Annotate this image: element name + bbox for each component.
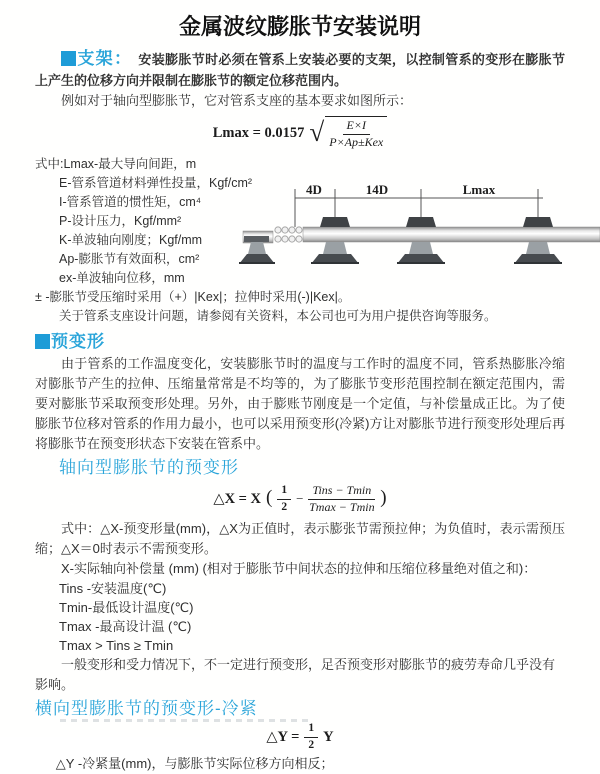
blue-square-icon	[61, 51, 76, 66]
dim-label-14d: 14D	[365, 182, 389, 197]
formula2-half-fraction	[277, 484, 291, 513]
axial-explain-paragraph: 式中：△X-预变形量(mm)，△X为正值时，表示膨张节需预拉伸；为负值时，表示需预压缩；△X＝0时表示不需预变形。	[35, 521, 565, 556]
page-title: 金属波纹膨胀节安装说明	[178, 14, 421, 39]
temp-item: Tmax > Tins ≥ Tmin	[59, 638, 174, 653]
variable-item: P-设计压力，Kgf/mm²	[59, 214, 182, 228]
axial-predeform-formula	[35, 482, 565, 516]
variable-item: K-单波轴向刚度；Kgf/mm	[59, 233, 203, 247]
plus-minus-note: ± -膨胀节受压缩时采用（+）|Kex|；拉伸时采用(-)|Kex|。	[35, 290, 351, 304]
formula1-numerator: E×I	[343, 119, 370, 135]
formula3-half-fraction	[304, 722, 318, 751]
variable-item: ex-单波轴向位移，mm	[59, 271, 185, 285]
formula2-denominator: Tmax − Tmin	[309, 499, 375, 514]
consult-note: 关于管系支座设计问题，请参阅有关资料，本公司也可为用户提供咨询等服务。	[59, 309, 497, 323]
formula1-lhs: Lmax = 0.0157	[212, 124, 305, 141]
lateral-subsection-heading: 横向型膨胀节的预变形-冷紧	[35, 699, 258, 718]
axial-x-note: X-实际轴向补偿量 (mm) (相对于膨胀节中间状态的拉伸和压缩位移量绝对值之和)：	[61, 561, 537, 576]
predeform-section-heading-line	[35, 331, 565, 354]
support-intro-text: 安装膨胀节时必须在管系上安装必要的支架，以控制管系的变形在膨胀节上产生的位移方向并限制在膨胀节的额定位移范围内。	[35, 52, 565, 88]
formula3-num: 1	[304, 722, 318, 737]
formula2-close-paren: )	[380, 487, 387, 508]
formula1-fraction	[329, 119, 383, 150]
formula3-rhs: Y	[323, 728, 334, 745]
formula2-minus: −	[296, 491, 304, 506]
cutoff-text-artifact	[60, 719, 310, 722]
pipe-support-spacing-diagram	[243, 181, 600, 279]
formula2-open-paren: (	[266, 487, 273, 508]
predeform-body-paragraph: 由于管系的工作温度变化，安装膨胀节时的温度与工作时的温度不同，管系热膨胀冷缩对膨胀节产生的拉伸、压缩量常常是不均等的，为了膨胀节变形范围控制在额定范围内，需要对膨胀节采取预变形处理。另外，由于膨账节刚度是一个定值，与补偿量成正比。为了使膨胀节位移对管系的作用力最小，也可以采用预变形(冷紧)方让对膨胀节进行预变形处理后再将膨胀节在预变形状态下安装在管系中。	[35, 356, 565, 451]
guide-spacing-formula	[35, 116, 565, 150]
temp-item: Tmin-最低设计温度(℃)	[59, 600, 194, 615]
predeform-section-heading: 预变形	[51, 332, 105, 351]
formula1-sqrt-content	[325, 116, 387, 150]
support-example-line: 例如对于轴向型膨胀节，它对管系支座的基本要求如图所示：	[61, 93, 413, 108]
bellows-icon	[275, 227, 302, 242]
variable-lead-line: 式中:Lmax-最大导向间距，m	[35, 157, 197, 171]
radical-sign: √	[309, 116, 325, 147]
formula3-den: 2	[308, 738, 315, 751]
variable-item: I-管系管道的惯性矩，cm⁴	[59, 195, 202, 209]
formula2-half-den: 2	[281, 500, 288, 513]
axial-subsection-heading: 轴向型膨胀节的预变形	[59, 458, 239, 477]
variable-definitions-list	[35, 155, 565, 326]
variable-item: Ap-膨胀节有效面积，cm²	[59, 252, 200, 266]
formula2-half-num: 1	[277, 484, 291, 499]
variable-item: E-管系管道材料弹性投量，Kgf/cm²	[59, 176, 253, 190]
blue-square-icon	[35, 334, 50, 349]
lateral-note: △Y -冷紧量(mm)，与膨胀节实际位移方向相反；	[55, 756, 334, 771]
dim-label-4d: 4D	[306, 182, 322, 197]
dim-label-lmax: Lmax	[462, 182, 496, 197]
formula1-denominator: P×Ap±Kex	[329, 135, 384, 149]
support-section-heading: 支架：	[77, 49, 133, 68]
lateral-coldpull-formula	[35, 722, 565, 752]
formula3-lhs: △Y =	[266, 729, 300, 745]
formula2-numerator: Tins − Tmin	[308, 484, 375, 500]
temp-item: Tins -安装温度(℃)	[59, 581, 167, 596]
formula2-lhs: △X = X	[213, 491, 262, 507]
temperature-definitions-list	[35, 579, 565, 655]
temp-item: Tmax -最高设计温 (℃)	[59, 619, 192, 634]
support-section-intro	[35, 48, 565, 91]
formula2-temp-fraction	[308, 484, 375, 515]
axial-general-note: 一般变形和受力情况下，不一定进行预变形，足否预变形对膨胀节的疲劳寿命几乎没有影响。	[35, 657, 556, 692]
main-pipe	[303, 227, 600, 242]
